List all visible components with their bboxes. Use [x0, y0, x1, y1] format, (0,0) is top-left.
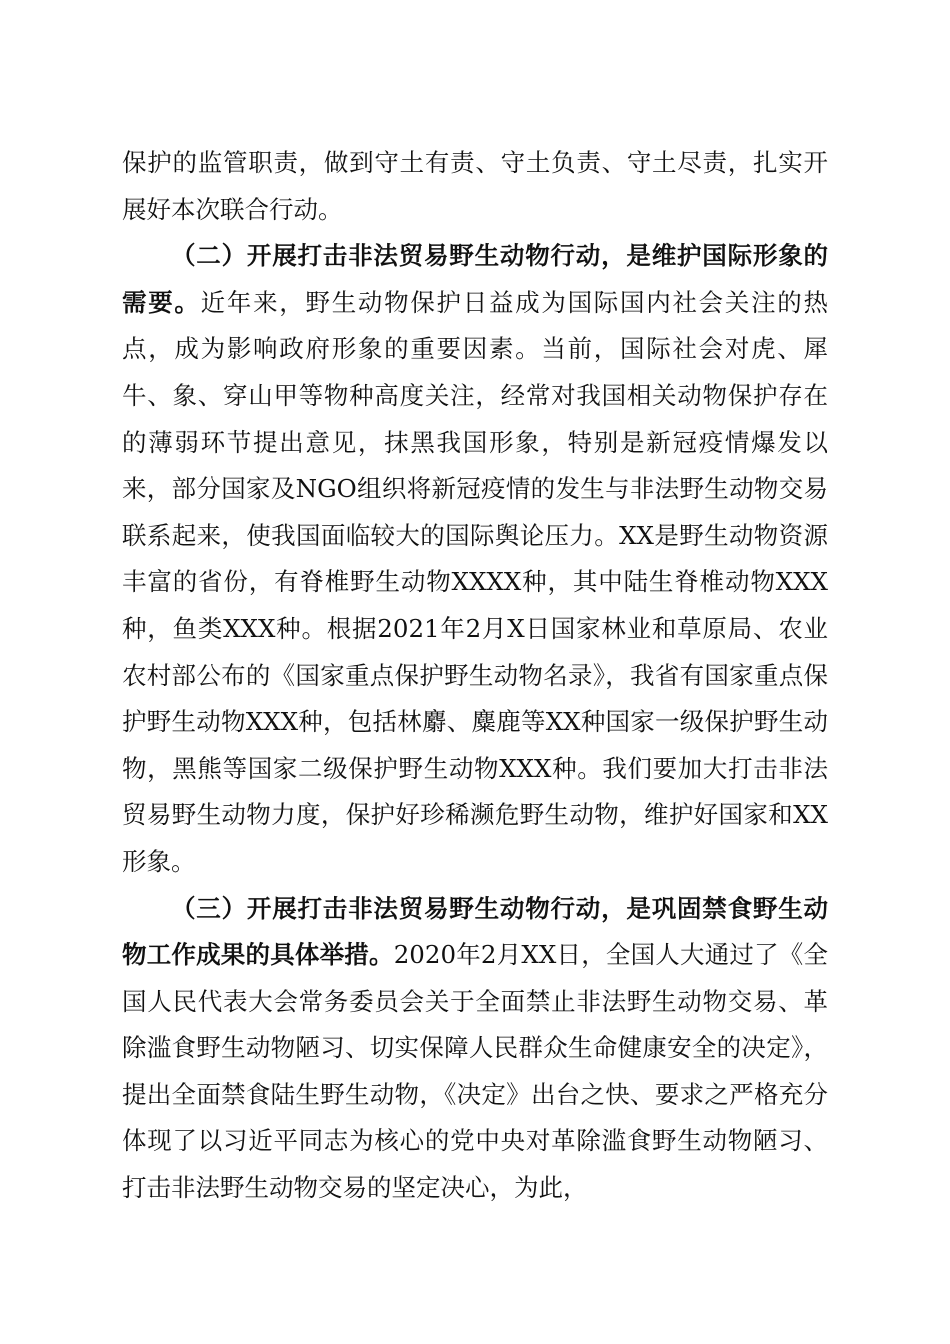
- document-body: [122, 140, 828, 1212]
- paragraph-section-3: [122, 886, 828, 1212]
- paragraph-body: 近年来，野生动物保护日益成为国际国内社会关注的热点，成为影响政府形象的重要因素。当前，国际社会对虎、犀牛、象、穿山甲等物种高度关注，经常对我国相关动物保护存在的薄弱环节提出意见，抹黑我国形象，特别是新冠疫情爆发以来，部分国家及NGO组织将新冠疫情的发生与非法野生动物交易联系起来，使我国面临较大的国际舆论压力。XX是野生动物资源丰富的省份，有脊椎野生动物XXXX种，其中陆生脊椎动物XXX种，鱼类XXX种。根据2021年2月X日国家林业和草原局、农业农村部公布的《国家重点保护野生动物名录》，我省有国家重点保护野生动物XXX种，包括林麝、麋鹿等XX种国家一级保护野生动物，黑熊等国家二级保护野生动物XXX种。我们要加大打击非法贸易野生动物力度，保护好珍稀濒危野生动物，维护好国家和XX形象。: [122, 287, 829, 876]
- section-heading: （三）开展打击非法贸易野生动物行动，是巩固禁食野生动物工作成果的具体举措。: [122, 893, 828, 970]
- paragraph-section-2: [122, 233, 828, 885]
- section-heading: （二）开展打击非法贸易野生动物行动，是维护国际形象的需要。: [122, 241, 828, 317]
- paragraph-body: 2020年2月XX日，全国人大通过了《全国人民代表大会常务委员会关于全面禁止非法野生动物交易、革除滥食野生动物陋习、切实保障人民群众生命健康安全的决定》，提出全面禁食陆生野生动物，《决定》出台之快、要求之严格充分体现了以习近平同志为核心的党中央对革除滥食野生动物陋习、打击非法野生动物交易的坚定决心，为此，: [122, 940, 828, 1203]
- paragraph-body: 保护的监管职责，做到守土有责、守土负责、守土尽责，扎实开展好本次联合行动。: [122, 148, 828, 224]
- paragraph-continuation: [122, 140, 828, 233]
